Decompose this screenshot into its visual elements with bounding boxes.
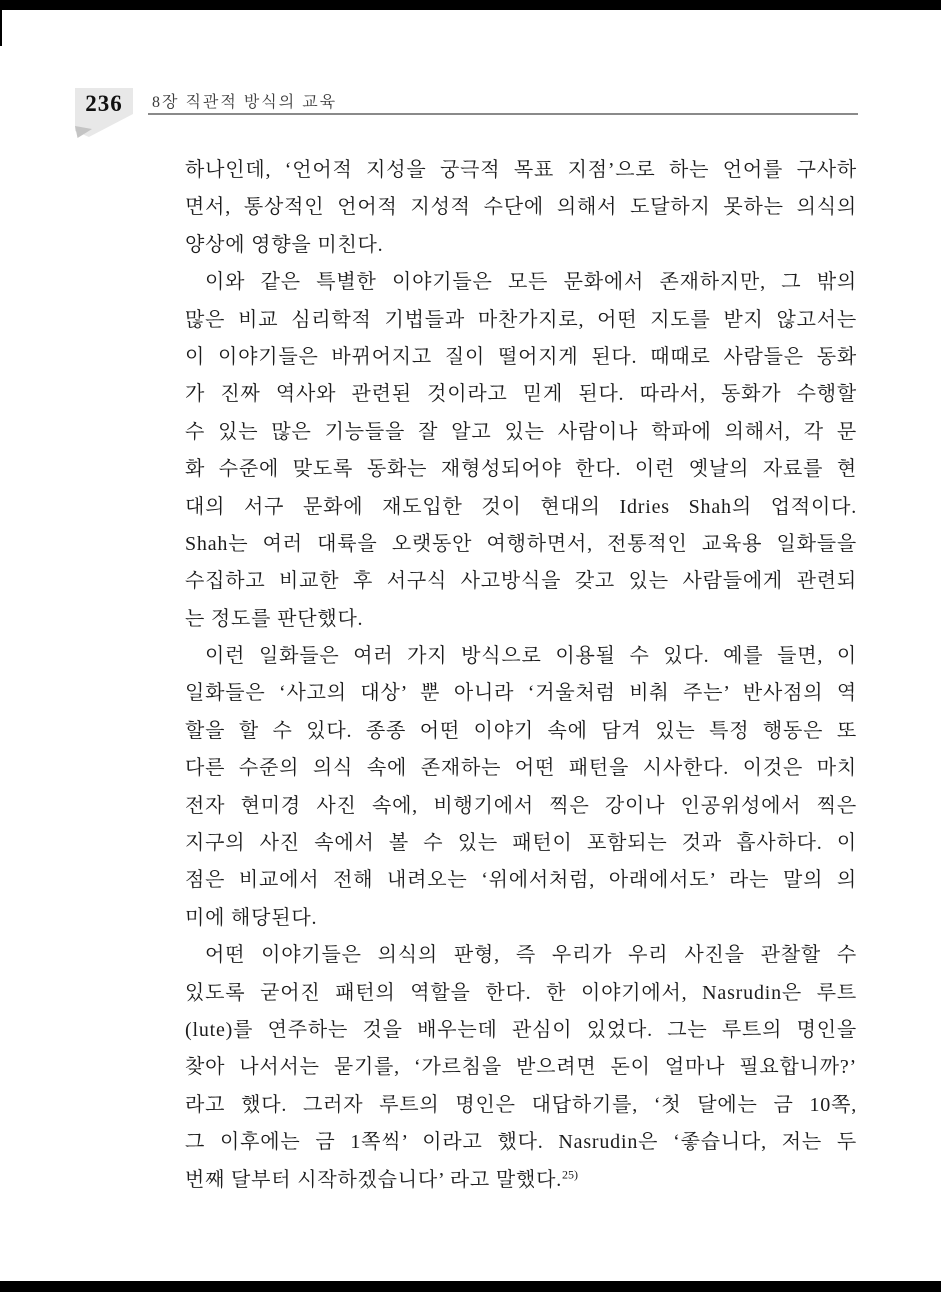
text-line: 번째 달부터 시작하겠습니다’ 라고 말했다.$^{25)}$ (185, 1166, 579, 1191)
text-line: 이와 같은 특별한 이야기들은 모든 문화에서 존재하지만, 그 밖의 (205, 271, 857, 294)
header-rule (148, 113, 858, 115)
text-line: 어떤 이야기들은 의식의 판형, 즉 우리가 우리 사진을 관찰할 수 (205, 944, 857, 967)
text-line: 점은 비교에서 전해 내려오는 ‘위에서처럼, 아래에서도’ 라는 말의 의 (185, 869, 857, 892)
chapter-header-title: 8장 직관적 방식의 교육 (152, 94, 338, 111)
text-line: 는 정도를 판단했다. (185, 607, 364, 630)
text-line: 이 이야기들은 바뀌어지고 질이 떨어지게 된다. 때때로 사람들은 동화 (185, 345, 857, 368)
text-line: 라고 했다. 그러자 루트의 명인은 대답하기를, ‘첫 달에는 금 10쪽, (185, 1093, 857, 1116)
text-line: 찾아 나서서는 묻기를, ‘가르침을 받으려면 돈이 얼마나 필요합니까?’ (185, 1056, 857, 1079)
text-line: 다른 수준의 의식 속에 존재하는 어떤 패턴을 시사한다. 이것은 마치 (185, 757, 857, 780)
text-line: 있도록 굳어진 패턴의 역할을 한다. 한 이야기에서, Nasrudin은 루트 (185, 981, 857, 1004)
page-number: 236 (85, 91, 123, 116)
text-line: 수 있는 많은 기능들을 잘 알고 있는 사람이나 학파에 의해서, 각 문 (185, 420, 857, 443)
text-line: 이런 일화들은 여러 가지 방식으로 이용될 수 있다. 예를 들면, 이 (205, 645, 857, 668)
text-line: 대의 서구 문화에 재도입한 것이 현대의 Idries Shah의 업적이다. (185, 495, 857, 518)
text-line: 지구의 사진 속에서 볼 수 있는 패턴이 포함되는 것과 흡사하다. 이 (185, 832, 857, 855)
text-line: 그 이후에는 금 1쪽씩’ 이라고 했다. Nasrudin은 ‘좋습니다, 저는 두 (185, 1131, 857, 1154)
page-number-badge (75, 88, 133, 138)
text-line: 면서, 통상적인 언어적 지성적 수단에 의해서 도달하지 못하는 의식의 (185, 196, 857, 219)
text-line: 수집하고 비교한 후 서구식 사고방식을 갖고 있는 사람들에게 관련되 (185, 570, 857, 593)
text-line: (lute)를 연주하는 것을 배우는데 관심이 있었다. 그는 루트의 명인을 (185, 1018, 857, 1041)
scan-border-bottom (0, 1281, 941, 1292)
text-line: 화 수준에 맞도록 동화는 재형성되어야 한다. 이런 옛날의 자료를 현 (185, 458, 857, 481)
scan-border-left-strip (0, 0, 2, 46)
text-line: 양상에 영향을 미친다. (185, 233, 384, 256)
scan-border-top (0, 0, 941, 10)
text-line: 하나인데, ‘언어적 지성을 궁극적 목표 지점’으로 하는 언어를 구사하 (185, 159, 857, 181)
footnote-marker: 25) (562, 1166, 579, 1181)
text-line: 할을 할 수 있다. 종종 어떤 이야기 속에 담겨 있는 특정 행동은 또 (185, 719, 857, 742)
text-line: 가 진짜 역사와 관련된 것이라고 믿게 된다. 따라서, 동화가 수행할 (185, 383, 857, 406)
text-line: Shah는 여러 대륙을 오랫동안 여행하면서, 전통적인 교육용 일화들을 (185, 532, 857, 555)
text-line: 전자 현미경 사진 속에, 비행기에서 찍은 강이나 인공위성에서 찍은 (185, 794, 857, 817)
text-line: 많은 비교 심리학적 기법들과 마찬가지로, 어떤 지도를 받지 않고서는 (185, 308, 857, 331)
text-line: 일화들은 ‘사고의 대상’ 뿐 아니라 ‘거울처럼 비춰 주는’ 반사점의 역 (185, 682, 857, 705)
body-text (185, 152, 857, 1199)
text-line: 미에 해당된다. (185, 906, 318, 929)
